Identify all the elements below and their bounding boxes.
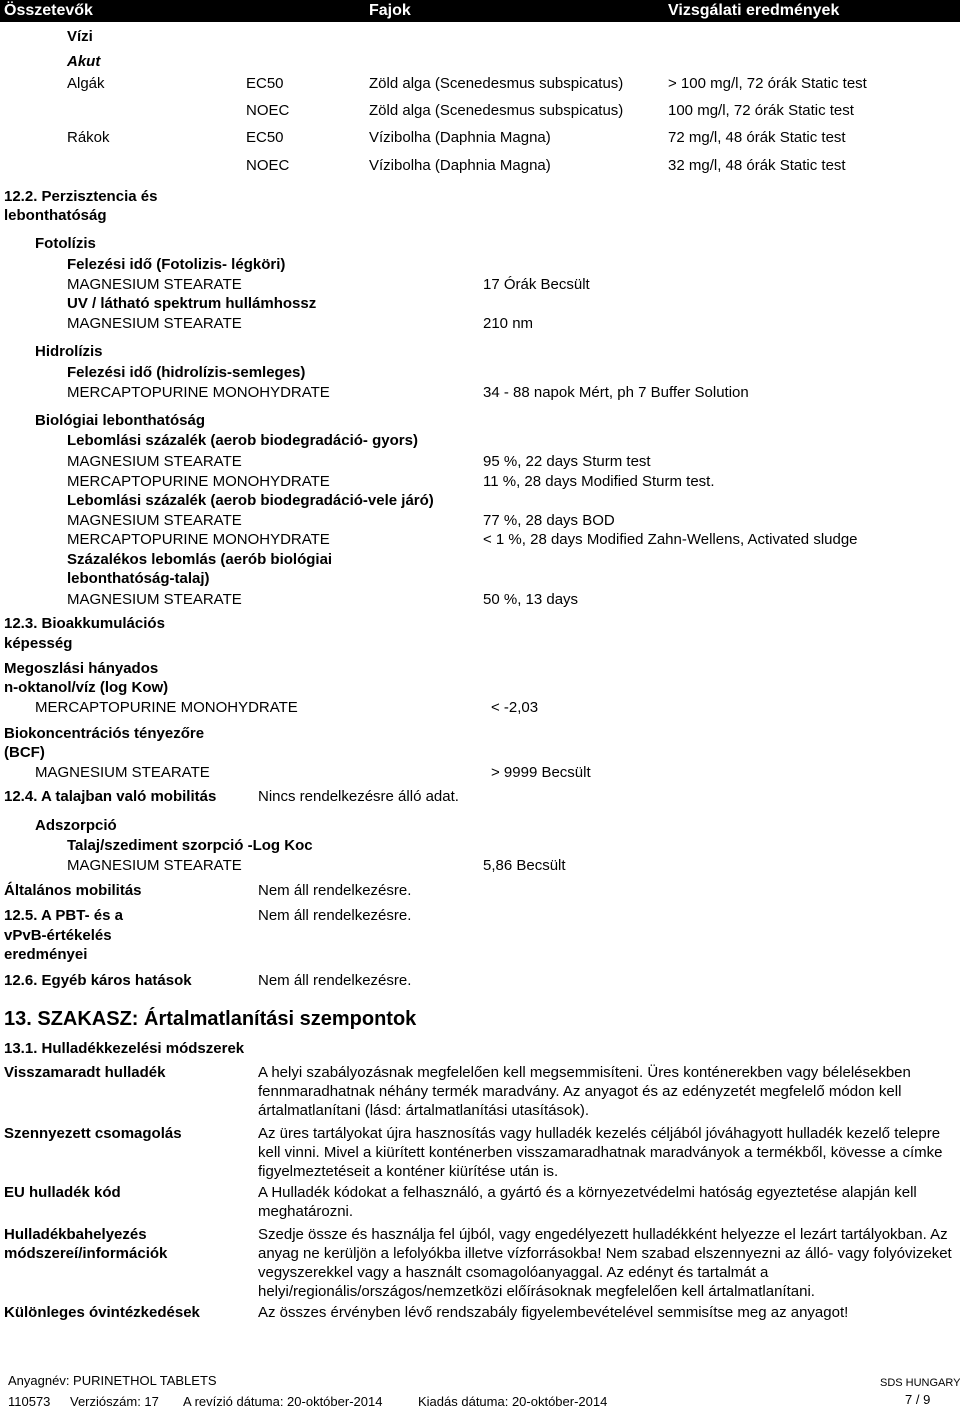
uv-spectrum-label: UV / látható spektrum hullámhossz: [67, 295, 317, 312]
component-name: MERCAPTOPURINE MONOHYDRATE: [67, 531, 330, 548]
section-12-6-title: 12.6. Egyéb káros hatások: [4, 972, 192, 989]
disposal-label: Különleges óvintézkedések: [4, 1304, 200, 1321]
aquatic-label: Vízi: [67, 28, 93, 45]
tox-result: 100 mg/l, 72 órák Static test: [668, 102, 854, 119]
footer-revision-date: A revízió dátuma: 20-október-2014: [183, 1394, 383, 1409]
partition-coeff-value: < -2,03: [491, 699, 539, 716]
hydrolysis-halflife-label: Felezési idő (hidrolízis-semleges): [67, 364, 306, 381]
adsorption-heading: Adszorpció: [35, 817, 117, 834]
component-name: MAGNESIUM STEARATE: [67, 512, 242, 529]
biodeg-value: 50 %, 13 days: [483, 591, 579, 608]
tox-type: NOEC: [246, 157, 290, 174]
pbt-value: Nem áll rendelkezésre.: [258, 907, 412, 924]
component-name: MERCAPTOPURINE MONOHYDRATE: [35, 699, 298, 716]
biodegradability-heading: Biológiai lebonthatóság: [35, 412, 206, 429]
photolysis-halflife-label: Felezési idő (Fotolizis- légköri): [67, 256, 286, 273]
biodeg-value: 11 %, 28 days Modified Sturm test.: [483, 473, 715, 490]
partition-coeff-label: Megoszlási hányados: [4, 660, 159, 677]
koc-label: Talaj/szediment szorpció -Log Koc: [67, 837, 313, 854]
tox-type: EC50: [246, 129, 284, 146]
acute-label: Akut: [67, 53, 101, 70]
tox-species: Zöld alga (Scenedesmus subspicatus): [369, 75, 624, 92]
disposal-label: Hulladékbahelyezés: [4, 1226, 147, 1243]
tox-result: 32 mg/l, 48 órák Static test: [668, 157, 846, 174]
component-name: MAGNESIUM STEARATE: [67, 591, 242, 608]
partition-coeff-label-cont: n-oktanol/víz (log Kow): [4, 679, 169, 696]
uv-spectrum-value: 210 nm: [483, 315, 534, 332]
section-13-1-title: 13.1. Hulladékkezelési módszerek: [4, 1040, 245, 1057]
disposal-text: Az összes érvényben lévő rendszabály figyelembevételével semmisítse meg az anyagot!: [258, 1304, 849, 1321]
tox-result: > 100 mg/l, 72 órák Static test: [668, 75, 867, 92]
tox-species: Vízibolha (Daphnia Magna): [369, 129, 551, 146]
component-name: MAGNESIUM STEARATE: [67, 453, 242, 470]
photolysis-heading: Fotolízis: [35, 235, 96, 252]
biodeg-ready-label: Lebomlási százalék (aerob biodegradáció- gyors): [67, 432, 418, 449]
footer-page-number: 7 / 9: [905, 1392, 931, 1407]
section-12-5-title: 12.5. A PBT- és a: [4, 907, 123, 924]
general-mobility-label: Általános mobilitás: [4, 882, 142, 899]
hydrolysis-heading: Hidrolízis: [35, 343, 103, 360]
disposal-label-cont: módszereí/információk: [4, 1245, 168, 1262]
crustacea-label: Rákok: [67, 129, 110, 146]
component-name: MAGNESIUM STEARATE: [35, 764, 210, 781]
hydrolysis-halflife-value: 34 - 88 napok Mért, ph 7 Buffer Solution: [483, 384, 749, 401]
section-12-3-title: 12.3. Bioakkumulációs: [4, 615, 165, 632]
tox-result: 72 mg/l, 48 órák Static test: [668, 129, 846, 146]
biodeg-inherent-label: Lebomlási százalék (aerob biodegradáció-vele járó): [67, 492, 434, 509]
biodeg-value: 95 %, 22 days Sturm test: [483, 453, 651, 470]
algae-label: Algák: [67, 75, 105, 92]
disposal-text: A helyi szabályozásnak megfelelően kell megsemmisíteni. Üres konténerekben vagy bélelésekben fennmaradhatnak néhány termék maradvány. Az anyagot és az edényzetét megfelelő módon kell ártalmatlanítani (lásd: ártalmatlanítási utasítások).: [258, 1064, 911, 1119]
other-effects-value: Nem áll rendelkezésre.: [258, 972, 412, 989]
component-name: MAGNESIUM STEARATE: [67, 857, 242, 874]
disposal-label: Szennyezett csomagolás: [4, 1125, 182, 1142]
section-12-2-title-cont: lebonthatóság: [4, 207, 107, 224]
tox-species: Zöld alga (Scenedesmus subspicatus): [369, 102, 624, 119]
photolysis-halflife-value: 17 Órák Becsült: [483, 276, 590, 293]
tox-type: EC50: [246, 75, 284, 92]
header-results: Vizsgálati eredmények: [668, 2, 840, 19]
component-name: MAGNESIUM STEARATE: [67, 276, 242, 293]
biodeg-soil-label: Százalékos lebomlás (aerób biológiai: [67, 551, 333, 568]
component-name: MERCAPTOPURINE MONOHYDRATE: [67, 473, 330, 490]
header-components: Összetevők: [4, 2, 93, 19]
disposal-text: Szedje össze és használja fel újból, vagy engedélyezett hulladékként helyezze el lezárt tartályokban. Az anyag ne kerüljön a lefolyókba illetve vízforrásokba! Nem szabad elszennyezni az álló- vagy folyóvizeket vegyszerekkel vagy a használt csomagolóanyaggal. Az edényt és tartalmát a helyi/regionális/országos/nemzetközi előírásoknak megfelelően kell ártalmatlanítani.: [258, 1226, 952, 1300]
bcf-label: Biokoncentrációs tényezőre: [4, 725, 205, 742]
bcf-label-cont: (BCF): [4, 744, 45, 761]
disposal-text: A Hulladék kódokat a felhasználó, a gyártó és a környezetvédelmi hatóság egyeztetése alapján kell meghatározni.: [258, 1184, 917, 1220]
section-12-3-title-cont: képesség: [4, 635, 73, 652]
disposal-label: EU hulladék kód: [4, 1184, 121, 1201]
disposal-text: Az üres tartályokat újra hasznosítás vagy hulladék kezelés céljából jóváhagyott hulladék kezelő telepre kell vinni. Mivel a kiürített konténerben visszamaradhatnak maradványok a termékből, kövesse a címke figyelmeztetéseit a konténer kiürítése után is.: [258, 1125, 943, 1180]
header-species: Fajok: [369, 2, 411, 19]
section-13-title: 13. SZAKASZ: Ártalmatlanítási szempontok: [4, 1008, 417, 1030]
biodeg-soil-label-cont: lebonthatóság-talaj): [67, 570, 210, 587]
footer-code: 110573: [8, 1394, 51, 1409]
section-12-5-title-cont: vPvB-értékelés: [4, 927, 112, 944]
tox-type: NOEC: [246, 102, 290, 119]
general-mobility-value: Nem áll rendelkezésre.: [258, 882, 412, 899]
mobility-value: Nincs rendelkezésre álló adat.: [258, 788, 459, 805]
table-header: [0, 0, 960, 22]
footer-sds-label: SDS HUNGARY: [880, 1377, 960, 1389]
biodeg-value: 77 %, 28 days BOD: [483, 512, 615, 529]
section-12-5-title-cont2: eredményei: [4, 946, 88, 963]
koc-value: 5,86 Becsült: [483, 857, 566, 874]
bcf-value: > 9999 Becsült: [491, 764, 591, 781]
component-name: MERCAPTOPURINE MONOHYDRATE: [67, 384, 330, 401]
footer-product-name: Anyagnév: PURINETHOL TABLETS: [8, 1373, 217, 1388]
section-12-2-title: 12.2. Perzisztencia és: [4, 188, 158, 205]
disposal-label: Visszamaradt hulladék: [4, 1064, 166, 1081]
component-name: MAGNESIUM STEARATE: [67, 315, 242, 332]
section-12-4-title: 12.4. A talajban való mobilitás: [4, 788, 217, 805]
biodeg-value: < 1 %, 28 days Modified Zahn-Wellens, Activated sludge: [483, 531, 858, 548]
footer-version: Verziószám: 17: [70, 1394, 159, 1409]
footer-issue-date: Kiadás dátuma: 20-október-2014: [418, 1394, 608, 1409]
tox-species: Vízibolha (Daphnia Magna): [369, 157, 551, 174]
